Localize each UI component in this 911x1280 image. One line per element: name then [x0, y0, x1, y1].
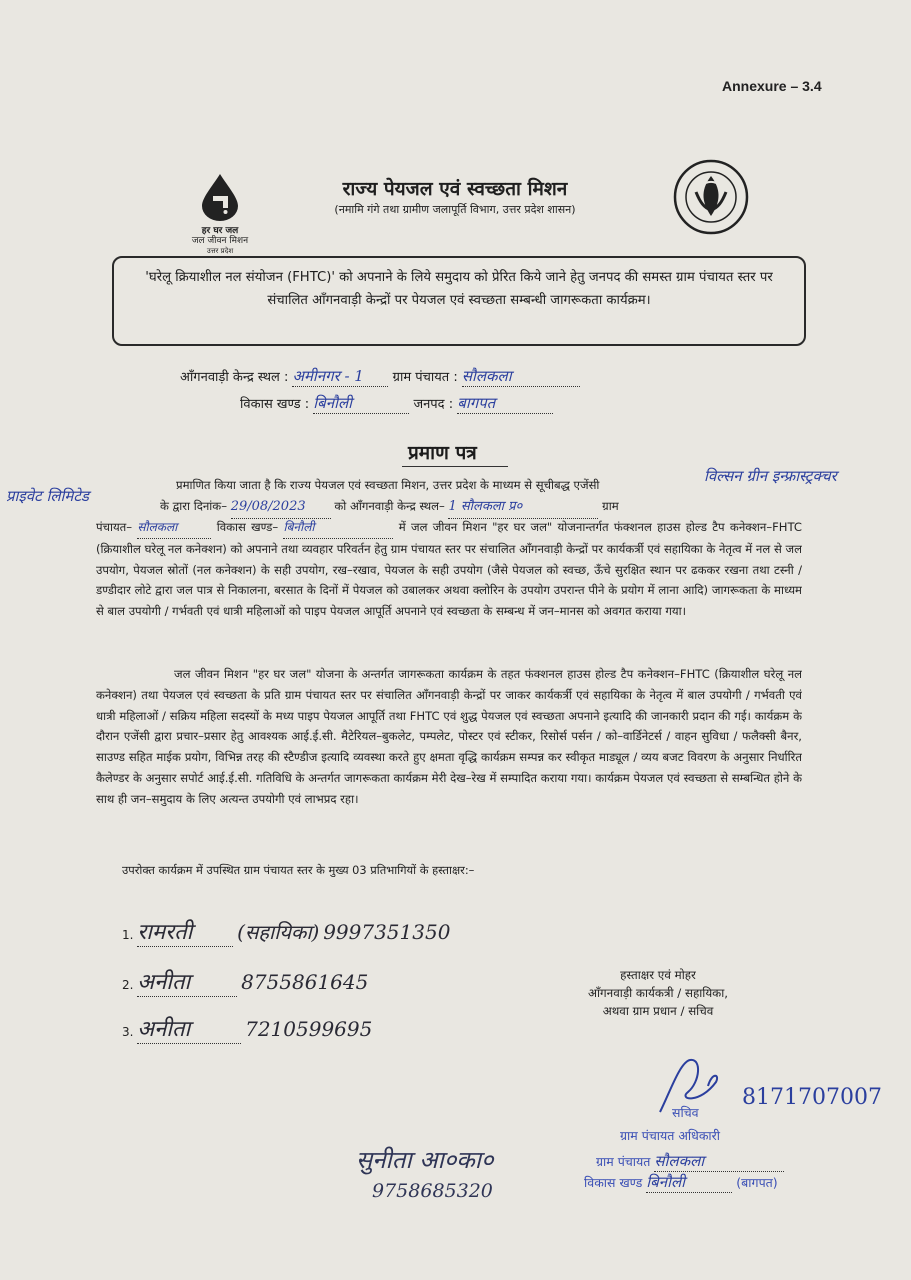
- water-drop-icon: [197, 172, 243, 222]
- participant-num: 2.: [122, 978, 134, 992]
- participants-intro: उपरोक्त कार्यक्रम में उपस्थित ग्राम पंचायत स्तर के मुख्य 03 प्रतिभागियों के हस्ताक्षर:–: [122, 863, 475, 877]
- participant-row-2: [122, 966, 368, 997]
- participant-role: (सहायिका): [237, 920, 320, 944]
- program-description-box: [112, 256, 806, 346]
- signatory-line1: हस्ताक्षर एवं मोहर: [620, 968, 696, 982]
- signatory-block: [560, 966, 756, 1020]
- mission-subtitle: (नमामि गंगे तथा ग्रामीण जलापूर्ति विभाग, उत्तर प्रदेश शासन): [334, 203, 576, 216]
- agency-name-handwritten: विल्सन ग्रीन इन्फ्रास्ट्रक्चर: [704, 467, 837, 485]
- date-handwritten: 29/08/2023: [231, 497, 331, 519]
- stamp-line1: ग्राम पंचायत अधिकारी: [620, 1128, 721, 1143]
- para1-intro: प्रमाणित किया जाता है कि राज्य पेयजल एवं स्वच्छता मिशन, उत्तर प्रदेश के माध्यम से सूचीबद्ध एजेंसी: [176, 478, 600, 492]
- logo-caption-3: उत्तर प्रदेश: [206, 247, 234, 255]
- secretary-label: सचिव: [672, 1105, 699, 1120]
- block-handwritten: बिनौली: [283, 517, 393, 539]
- certificate-heading: प्रमाण पत्र: [408, 442, 477, 464]
- para1-panchayat-label: पंचायत–: [96, 520, 133, 534]
- para1-centre-label: को आँगनवाड़ी केन्द्र स्थल–: [334, 499, 445, 513]
- anganwadi-label: आँगनवाड़ी केन्द्र स्थल :: [180, 370, 289, 385]
- gram-panchayat-label: ग्राम पंचायत :: [392, 370, 458, 385]
- participant-phone: 9997351350: [323, 920, 451, 944]
- janpad-label: जनपद :: [413, 397, 454, 412]
- vikas-khand-label: विकास खण्ड :: [240, 397, 310, 412]
- certificate-para1-line2: [160, 496, 810, 519]
- anganwadi-worker-phone: 9758685320: [372, 1180, 493, 1202]
- certificate-para1-line1: [176, 475, 706, 496]
- anganwadi-worker-signature: सुनीता आ०का०: [356, 1146, 494, 1174]
- certificate-para1-body: [96, 517, 802, 643]
- certificate-para2: जल जीवन मिशन "हर घर जल" योजना के अन्तर्गत जागरूकता कार्यक्रम के तहत फंक्शनल हाउस होल्ड टैप कनेक्शन–FHTC (क्रियाशील घरेलू नल कनेक्शन) तथा पेयजल एवं स्वच्छता के प्रति ग्राम पंचायत स्तर पर संचालित आँगनवाड़ी केन्द्रों पर जाकर कार्यकर्त्री एवं सहायिका के नेतृत्व में बाल उपयोगी / गर्भवती एवं धात्री महिलाओं / सक्रिय महिला सदस्यों के मध्य पाइप पेयजल आपूर्ति तथा FHTC एवं शुद्ध पेयजल एवं स्वच्छता अपनाने इत्यादि की जानकारी प्रदान की गई। कार्यक्रम के दौरान एजेंसी द्वारा प्रचार–प्रसार हेतु आवश्यक आई.ई.सी. मैटेरियल–बुकलेट, पम्पलेट, पोस्टर एवं स्टीकर, रिसोर्स पर्सन / को–वार्डिनेटर्स / वाहन सुविधा / फलैक्सी बैनर, साउण्ड सहित माईक प्रयोग, विभिन्न तरह की स्टैण्डीज इत्यादि व्यवस्था करते हुए क्षमता वृद्धि कार्यक्रम सम्पन्न कर स्वीकृत माड्यूल / व्यय बजट विवरण के अनुसार निर्धारित कैलेण्डर के अनुसार सपोर्ट आई.ई.सी. गतिविधि के अन्तर्गत जागरूकता कार्यक्रम मेरी देख–रेख में सम्पादित कराया गया। कार्यक्रम पेयजल एवं स्वच्छता से सम्बन्धित होने के साथ ही जन–समुदाय के लिए अत्यन्त उपयोगी एवं लाभप्रद रहा।: [96, 667, 802, 806]
- anganwadi-field: [180, 366, 580, 387]
- centre-handwritten: 1 सौलकला प्र०: [448, 497, 598, 519]
- panchayat-handwritten: सौलकला: [137, 517, 211, 539]
- participant-row-3: [122, 1013, 372, 1044]
- janpad-value: बागपत: [457, 393, 553, 414]
- participant-num: 1.: [122, 928, 134, 942]
- participant-num: 3.: [122, 1025, 134, 1039]
- har-ghar-jal-logo: [190, 172, 250, 256]
- vikas-khand-field: [240, 393, 553, 414]
- gram-panchayat-value: सौलकला: [462, 366, 580, 387]
- participant-name: अनीता: [137, 966, 237, 997]
- stamp-block-label: विकास खण्ड: [584, 1175, 643, 1190]
- anganwadi-value: अमीनगर - 1: [292, 366, 388, 387]
- stamp-line3: [584, 1172, 778, 1193]
- government-seal-icon: [672, 158, 750, 236]
- participant-phone: 7210599695: [245, 1017, 373, 1041]
- stamp-block-value: बिनौली: [646, 1172, 732, 1193]
- participant-phone: 8755861645: [241, 970, 369, 994]
- stamp-district: (बागपत): [736, 1175, 778, 1190]
- logo-caption-1: हर घर जल: [201, 226, 239, 236]
- para1-gram-label: ग्राम: [602, 499, 619, 513]
- secretary-phone: 8171707007: [742, 1085, 882, 1110]
- vikas-khand-value: बिनौली: [313, 393, 409, 414]
- logo-caption-2: जल जीवन मिशन: [191, 236, 249, 246]
- signatory-line3: अथवा ग्राम प्रधान / सचिव: [602, 1004, 714, 1018]
- stamp-panchayat-value: सौलकला: [654, 1151, 784, 1172]
- mission-title: राज्य पेयजल एवं स्वच्छता मिशन: [342, 178, 568, 200]
- para1-date-label: के द्वारा दिनांक–: [160, 499, 227, 513]
- stamp-line2: [596, 1151, 784, 1172]
- signatory-line2: आँगनवाड़ी कार्यकत्री / सहायिका,: [587, 986, 729, 1000]
- program-description: 'घरेलू क्रियाशील नल संयोजन (FHTC)' को अपनाने के लिये समुदाय को प्रेरित किये जाने हेतु जनपद की समस्त ग्राम पंचायत स्तर पर संचालित आँगनवाड़ी केन्द्रों पर पेयजल एवं स्वच्छता सम्बन्धी जागरूकता कार्यक्रम।: [145, 270, 773, 308]
- heading-underline: [402, 466, 508, 467]
- participant-name: रामरती: [137, 916, 233, 947]
- participant-row-1: [122, 916, 450, 947]
- para1-block-label: विकास खण्ड–: [216, 520, 279, 534]
- up-government-seal: [672, 158, 750, 240]
- annexure-label: Annexure – 3.4: [722, 78, 822, 94]
- para1-body-text: में जल जीवन मिशन "हर घर जल" योजनान्तर्गत फंक्शनल हाउस होल्ड टैप कनेक्शन–FHTC (क्रियाशील घरेलू नल कनेक्शन) को अपनाने तथा व्यवहार परिवर्तन हेतु ग्राम पंचायत स्तर पर संचालित आँगनवाड़ी केन्द्रों पर कार्यकर्त्री एवं सहायिका के नेतृत्व में नल से जल उपयोग, पेयजल स्रोतों (नल कनेक्शन) के सही उपयोग, रख–रखाव, पेयजल के सही उपयोग (जैसे पेयजल को स्वच्छ, ऊँचे सुरक्षित स्थान पर ढककर रखना तथा टस्नी / डण्डीदार लोटे द्वारा जल पात्र से निकालना, बरसात के दिनों में पेयजल को उबालकर अथवा क्लोरिन के उपयोग उपरान्त पीने के प्रयोग में लाना आदि) जागरूकता के माध्यम से बाल उपयोगी / गर्भवती एवं धात्री महिलाओं को पाइप पेयजल आपूर्ति अपनाने एवं स्वच्छता के सम्बन्ध में जन–मानस को अवगत कराया गया।: [96, 520, 802, 619]
- private-limited-handwritten: प्राइवेट लिमिटेड: [6, 487, 89, 505]
- stamp-panchayat-label: ग्राम पंचायत: [596, 1154, 651, 1169]
- participant-name: अनीता: [137, 1013, 241, 1044]
